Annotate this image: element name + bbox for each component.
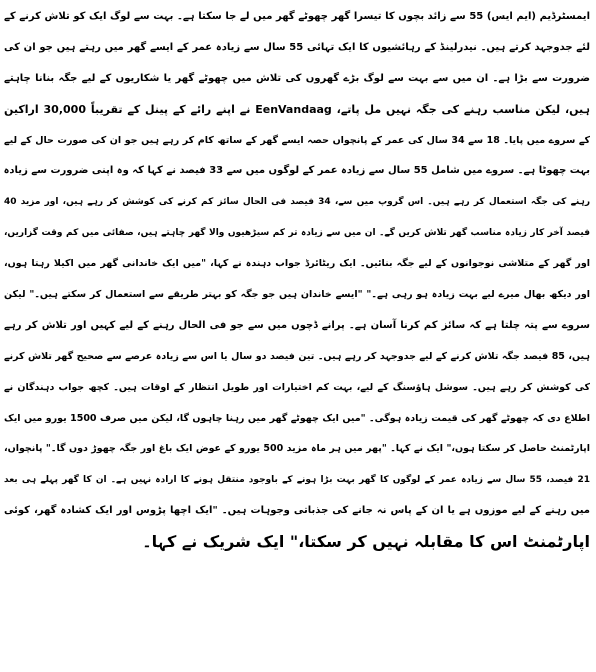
article-line: ہیں، 85 فیصد جگہ تلاش کرنے کے لیے جدوجہد کر رہے ہیں۔ تین فیصد دو سال یا اس سے زیادہ عرصے سے صحیح گھر تلاش کرنے	[4, 350, 590, 362]
article-body	[4, 2, 590, 558]
article-line: ایمسٹرڈیم (ایم ایس) 55 سے زائد بچوں کا تیسرا گھر چھوٹے گھر میں لے جا سکتا ہے۔ بہت سے لوگ ایک کو تلاش کرنے کے	[4, 11, 590, 22]
article-line: اطلاع دی کہ چھوٹے گھر کی قیمت زیادہ ہوگی۔ "میں ایک چھوٹے گھر میں رہنا چاہوں گا، لیکن میں صرف 1500 یورو میں ایک	[4, 412, 590, 424]
article-line: ضرورت سے بڑا ہے۔ ان میں سے بہت سے لوگ بڑے گھروں کی تلاش میں چھوٹے گھر یا شکاریوں کے لیے جگہ بنانا چاہتے	[4, 72, 590, 84]
article-line: اپارٹمنٹ اس کا مقابلہ نہیں کر سکتا،" ایک شریک نے کہا۔	[142, 532, 590, 552]
article-line: کی کوشش کر رہے ہیں۔ سوشل ہاؤسنگ کے لیے، بہت کم اختیارات اور طویل انتظار کے اوقات ہیں۔ کچھ جواب دہندگان نے	[4, 381, 590, 393]
article-line: لئے جدوجہد کرتے ہیں۔ نیدرلینڈ کے رہائشیوں کا ایک تہائی 55 سال سے زیادہ عمر کے ایسے گھر میں رہتے ہیں جو ان کی	[4, 41, 590, 53]
article-line: میں رہنے کے لیے موزوں ہے یا ان کے پاس نہ جانے کی جذباتی وجوہات ہیں۔ "ایک اچھا پڑوس اور ایک کشادہ گھر، کوئی	[4, 505, 590, 517]
article-line: سروے سے پتہ چلتا ہے کہ سائز کم کرنا آسان ہے۔ پرانے ڈچوں میں سے جو فی الحال رہنے کے لیے کہیں اور تلاش کر رہے	[4, 319, 590, 331]
article-line: رہنے کی جگہ استعمال کر رہے ہیں۔ اس گروپ میں سے، 34 فیصد فی الحال سائز کم کرنے کی کوشش کر رہے ہیں، اور مزید 40	[4, 197, 590, 208]
article-line: اور گھر کے متلاشی نوجوانوں کے لیے جگہ بنائیں۔ ایک ریٹائرڈ جواب دہندہ نے کہا، "میں ایک خاندانی گھر میں اکیلا رہتا ہوں،	[4, 258, 590, 270]
article-line: ہیں، لیکن مناسب رہنے کی جگہ نہیں مل پاتے، EenVandaag نے اپنے رائے کے پینل کے تقریباً 30,000 اراکین	[4, 102, 590, 116]
article-line: اور دیکھ بھال میرے لیے بہت زیادہ ہو رہی ہے۔" "ایسے خاندان ہیں جو جگہ کو بہتر طریقے سے استعمال کر سکتے ہیں۔" لیکن	[4, 289, 590, 301]
article-line: فیصد آخر کار زیادہ مناسب گھر تلاش کریں گے۔ ان میں سے زیادہ تر کم سیڑھیوں والا گھر چاہتے ہیں، صفائی میں کم وقت گزاریں،	[4, 228, 590, 239]
article-line: 21 فیصد، 55 سال سے زیادہ عمر کے لوگوں کا گھر بہت بڑا ہونے کے باوجود منتقل ہونے کا ارادہ نہیں ہے۔ ان کا گھر پہلے ہی بعد	[4, 475, 590, 486]
article-line: بہت چھوٹا ہے۔ سروے میں شامل 55 سال سے زیادہ عمر کے لوگوں میں سے 33 فیصد نے کہا کہ وہ اپنی ضرورت سے زیادہ	[4, 165, 590, 177]
article-line: اپارٹمنٹ حاصل کر سکتا ہوں،" ایک نے کہا۔ "پھر میں ہر ماہ مزید 500 یورو کے عوض ایک باغ اور جگہ چھوڑ دوں گا۔" پانچواں،	[4, 443, 590, 455]
article-line: کے سروے میں پایا۔ 18 سے 34 سال کی عمر کے پانچواں حصہ ایسے گھر کے ساتھ کام کر رہے ہیں جو ان کی صورت حال کے لیے	[4, 134, 590, 146]
